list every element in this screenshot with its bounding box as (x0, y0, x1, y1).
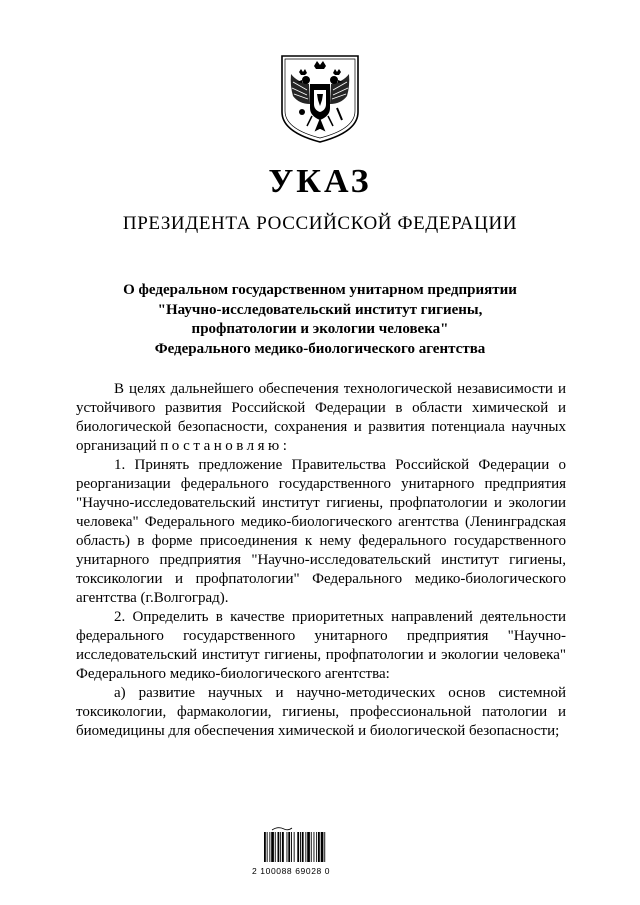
barcode-number: 2 100088 69028 0 (252, 866, 331, 876)
barcode-bar (294, 832, 295, 862)
decree-verb: постановляю: (160, 438, 291, 454)
barcode-bar (324, 832, 325, 862)
heading-line: О федеральном государственном унитарном предприятии (123, 282, 517, 298)
signature-mark (272, 828, 292, 830)
barcode-bar (297, 832, 299, 862)
coat-of-arms-emblem (279, 52, 361, 144)
heading-line: профпатологии и экологии человека" (191, 321, 449, 337)
barcode-bar (291, 832, 292, 862)
item-2a-paragraph: а) развитие научных и научно-методических основ системной токсикологии, фармакологии, гигиены, профессиональной патологии и биомедицины для обеспечения химической и биологической безопасности; (76, 685, 566, 739)
barcode-icon (262, 826, 346, 864)
barcode-bar (271, 832, 274, 862)
barcode-bar (314, 832, 315, 862)
decree-heading (60, 281, 580, 359)
barcode-bar (269, 832, 270, 862)
barcode-bar (282, 832, 284, 862)
barcode-bar (275, 832, 276, 862)
barcode-bar (305, 832, 306, 862)
item-2-paragraph: 2. Определить в качестве приоритетных направлений деятельности федерального государственного унитарного предприятия "Научно-исследовательский институт гигиены, профпатологии и экологии человека" Федерального медико-биологического агентства: (76, 609, 566, 682)
preamble-paragraph (76, 380, 566, 456)
item-1-paragraph: 1. Принять предложение Правительства Российской Федерации о реорганизации федерального государственного унитарного предприятия "Научно-исследовательский институт гигиены, профпатологии и экологии человека" Федерального медико-биологического агентства (Ленинградская область) в форме присоединения к нему федерального государственного унитарного предприятия "Научно-исследовательский институт гигиены, токсикологии и профпатологии" Федерального медико-биологического агентства (г.Волгоград). (76, 457, 566, 606)
decree-subtitle: ПРЕЗИДЕНТА РОССИЙСКОЙ ФЕДЕРАЦИИ (122, 213, 518, 234)
preamble-text: В целях дальнейшего обеспечения технологической независимости и устойчивого развития Российской Федерации в области химической и биологической безопасности, сохранения и развития потенциала научных организаций (76, 381, 566, 454)
barcode-bar (318, 832, 320, 862)
barcode-bar (264, 832, 266, 862)
double-headed-eagle-icon (279, 52, 361, 144)
barcode-bar (321, 832, 324, 862)
barcode-bar (302, 832, 304, 862)
barcode-bar (300, 832, 301, 862)
barcode-bar (267, 832, 268, 862)
heading-line: Федерального медико-биологического агентства (154, 340, 486, 357)
barcode-bar (316, 832, 317, 862)
barcode-bar (278, 832, 280, 862)
barcode-bar (287, 832, 288, 862)
heading-line: "Научно-исследовательский институт гигиены, (157, 301, 483, 318)
barcode-bar (280, 832, 281, 862)
barcode-bar (288, 832, 290, 862)
decree-body (76, 380, 566, 741)
decree-title: УКАЗ (268, 163, 372, 200)
barcode-bar (307, 832, 310, 862)
barcode-bar (311, 832, 312, 862)
